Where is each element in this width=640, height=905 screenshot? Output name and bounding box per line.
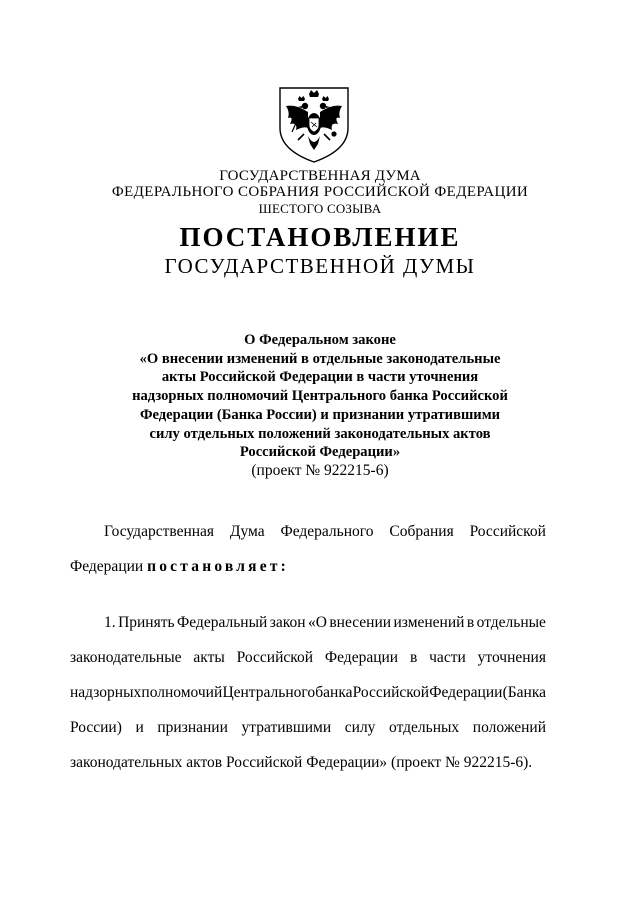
header-duma: ГОСУДАРСТВЕННАЯ ДУМА: [219, 168, 421, 184]
word: банка: [315, 684, 353, 701]
intro-line2-prefix: Федерации: [70, 558, 144, 575]
header-convocation: ШЕСТОГО СОЗЫВА: [258, 201, 382, 216]
word: отдельных: [389, 719, 460, 736]
word: изменений: [393, 614, 465, 631]
subject-line: Федерации (Банка России) и признании утратившими: [139, 406, 501, 423]
word: в: [409, 649, 418, 666]
word: (Банка: [502, 684, 546, 701]
word: Российской: [352, 684, 430, 701]
resolution-subject: [100, 331, 540, 481]
subject-line: акты Российской Федерации в части уточнения: [161, 369, 479, 386]
decrees-word: постановляет:: [147, 558, 289, 575]
document-issuer: ГОСУДАРСТВЕННОЙ ДУМЫ: [164, 254, 476, 278]
word: акты: [193, 649, 225, 666]
subject-line: Российской Федерации»: [239, 444, 401, 461]
word: уточнения: [477, 649, 546, 666]
word: внесении: [329, 614, 392, 631]
word: Центрального: [222, 684, 316, 701]
item-1-line: [70, 710, 546, 745]
word: закон: [269, 614, 306, 631]
word: России): [70, 719, 122, 736]
item-1-first: [104, 605, 546, 640]
intro-word: Государственная: [104, 523, 215, 540]
subject-line: надзорных полномочий Центрального банка Российской: [132, 388, 508, 405]
word: Федеральный: [177, 614, 268, 631]
subject-line: силу отдельных положений законодательных актов: [149, 425, 491, 442]
word: силу: [344, 719, 376, 736]
word: признании: [157, 719, 228, 736]
intro-word: Собрания: [389, 523, 454, 540]
item-1-line: [104, 605, 546, 640]
word: части: [429, 649, 466, 666]
subject-line: О Федеральном законе: [244, 332, 396, 348]
header-federal-assembly: ФЕДЕРАЛЬНОГО СОБРАНИЯ РОССИЙСКОЙ ФЕДЕРАЦИИ: [111, 184, 529, 200]
subject-line: «О внесении изменений в отдельные законодательные: [139, 350, 501, 367]
intro-paragraph-cont: [70, 549, 546, 584]
intro-word: Российской: [469, 523, 546, 540]
document-type-title: ПОСТАНОВЛЕНИЕ: [179, 222, 461, 252]
item-1-paragraph: [70, 640, 546, 780]
word: Федерации: [324, 649, 399, 666]
intro-line-1: [104, 514, 546, 549]
intro-paragraph: [104, 514, 546, 549]
word: и: [135, 719, 144, 736]
word: полномочий: [141, 684, 223, 701]
word: положений: [472, 719, 546, 736]
word: утратившими: [241, 719, 332, 736]
item-1-line: [70, 675, 546, 710]
intro-line-2: [70, 549, 546, 584]
word: «О: [307, 614, 327, 631]
intro-word: Федерального: [280, 523, 374, 540]
intro-word: Дума: [229, 523, 265, 540]
word: в: [466, 614, 475, 631]
russian-coat-of-arms-icon: [276, 84, 352, 164]
word: Российской: [236, 649, 314, 666]
item-1-line: [70, 640, 546, 675]
word: надзорных: [70, 684, 142, 701]
word: законодательные: [70, 649, 182, 666]
item-1-line: законодательных актов Российской Федерации» (проект № 922215-6).: [70, 754, 533, 771]
word: Федерации: [429, 684, 503, 701]
word: 1.: [104, 614, 116, 631]
word: Принять: [118, 614, 175, 631]
project-number: (проект № 922215-6): [251, 461, 389, 479]
word: отдельные: [476, 614, 546, 631]
